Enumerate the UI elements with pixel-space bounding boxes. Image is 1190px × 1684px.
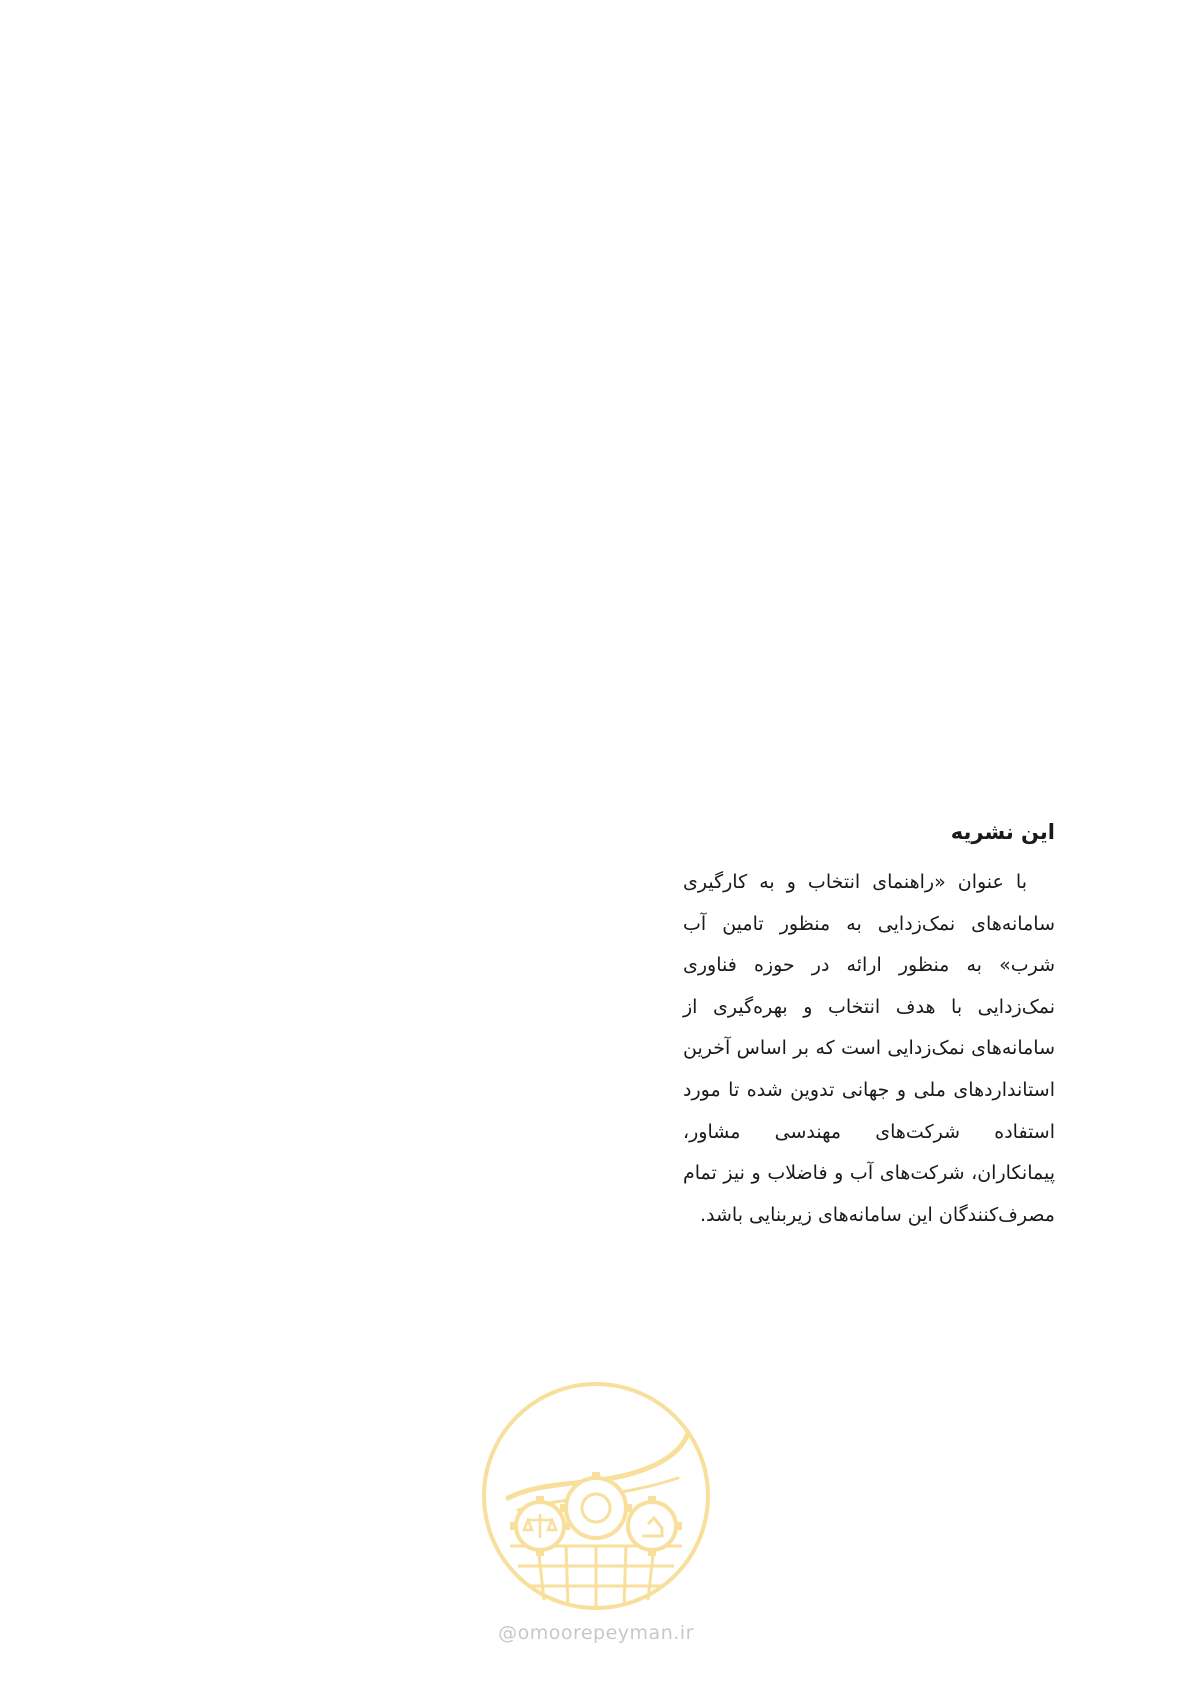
watermark-caption: @omoorepeyman.ir	[498, 1622, 694, 1644]
watermark	[478, 1378, 714, 1653]
section-heading: این نشریه	[950, 820, 1055, 844]
text-column	[683, 812, 1055, 1236]
section-paragraph: با عنوان «راهنمای انتخاب و به کارگیری سامانه‌های نمک‌زدایی به منظور تامین آب شرب» به منظور ارائه در حوزه فناوری نمک‌زدایی با هدف انتخاب و بهره‌گیری از سامانه‌های نمک‌زدایی است که بر اساس آخرین استانداردهای ملی و جهانی تدوین شده تا مورد استفاده شرکت‌های مهندسی مشاور، پیمانکاران، شرکت‌های آب و فاضلاب و نیز تمام مصرف‌کنندگان این سامانه‌های زیربنایی باشد.	[683, 871, 1055, 1226]
gear-seal-logo-icon	[478, 1378, 714, 1614]
